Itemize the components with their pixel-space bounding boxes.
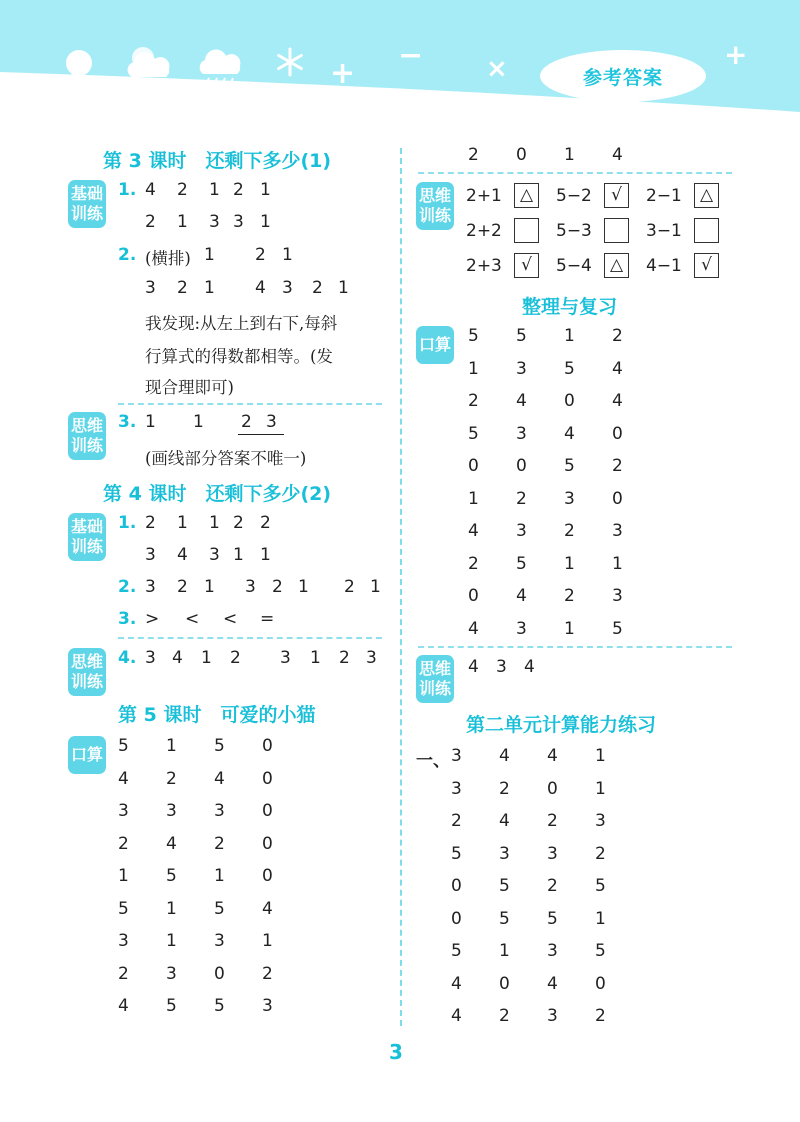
answer: < xyxy=(223,609,238,629)
grid-cell: 1 xyxy=(595,778,606,799)
grid-cell: 3 xyxy=(612,586,623,606)
answer-box xyxy=(514,218,539,243)
grid-cell: 3 xyxy=(516,358,527,379)
minus-symbol: − xyxy=(398,38,424,73)
answer: 4 xyxy=(468,657,479,677)
grid-cell: 5 xyxy=(118,736,129,756)
question-number: 4. xyxy=(118,648,137,668)
answer: 2 xyxy=(255,245,266,265)
oral-calculation-tag: 口算 xyxy=(416,326,454,364)
grid-cell: 3 xyxy=(547,843,558,864)
expression: 2+2 xyxy=(466,221,502,241)
grid-cell: 4 xyxy=(214,768,225,789)
page-number: 3 xyxy=(389,1040,403,1064)
section-4-title: 第 4 课时 还剩下多少(2) xyxy=(103,483,332,505)
basic-training-tag: 基础 训练 xyxy=(68,513,106,561)
question-number: 2. xyxy=(118,245,137,265)
grid-cell: 1 xyxy=(262,931,273,951)
grid-cell: 0 xyxy=(564,391,575,411)
thinking-training-tag: 思维 训练 xyxy=(68,412,106,460)
thinking-training-tag: 思维 训练 xyxy=(416,655,454,703)
expression: 2+1 xyxy=(466,186,502,206)
answer: 2 xyxy=(177,278,188,298)
grid-cell: 5 xyxy=(564,358,575,379)
question-number: 2. xyxy=(118,577,137,597)
grid-cell: 3 xyxy=(262,996,273,1016)
grid-cell: 5 xyxy=(214,736,225,756)
sun-icon xyxy=(64,48,94,78)
unit-2-title: 第二单元计算能力练习 xyxy=(466,714,657,736)
answer: 1 xyxy=(201,648,212,668)
answer-underlined: 3 xyxy=(266,412,277,432)
expression: 2−1 xyxy=(646,186,682,206)
answer: 3 xyxy=(209,212,220,232)
answer: 2 xyxy=(339,648,350,668)
grid-cell: 4 xyxy=(468,618,479,639)
grid-cell: 5 xyxy=(166,866,177,886)
grid-cell: 4 xyxy=(516,586,527,606)
note: (画线部分答案不唯一) xyxy=(145,449,307,468)
answer: 2 xyxy=(145,212,156,232)
answer-underline xyxy=(238,434,284,435)
grid-cell: 4 xyxy=(499,746,510,766)
answer: 3 xyxy=(145,278,156,298)
grid-cell: 5 xyxy=(499,908,510,929)
answer: 1 xyxy=(204,278,215,298)
grid-cell: 5 xyxy=(214,898,225,919)
column-divider xyxy=(400,148,402,1026)
grid-cell: 4 xyxy=(468,521,479,541)
grid-cell: 0 xyxy=(262,866,273,886)
answer: 1 xyxy=(260,545,271,565)
times-symbol: × xyxy=(486,54,508,84)
grid-cell: 2 xyxy=(595,1006,606,1026)
grid-cell: 2 xyxy=(547,876,558,896)
answer-box xyxy=(694,218,719,243)
grid-cell: 2 xyxy=(547,811,558,831)
expression: 5−4 xyxy=(556,256,592,276)
grid-cell: 3 xyxy=(499,843,510,864)
explanation-line: 现合理即可) xyxy=(145,378,234,397)
answer-box: √ xyxy=(694,253,719,278)
grid-cell: 0 xyxy=(451,908,462,929)
answer: 1 xyxy=(370,577,381,597)
grid-cell: 1 xyxy=(564,553,575,574)
grid-cell: 3 xyxy=(547,1006,558,1026)
grid-cell: 4 xyxy=(547,973,558,994)
part-one-marker: 一、 xyxy=(416,751,450,771)
grid-cell: 4 xyxy=(166,833,177,854)
grid-cell: 3 xyxy=(516,423,527,444)
grid-cell: 0 xyxy=(468,456,479,476)
grid-cell: 2 xyxy=(468,391,479,411)
answer: 1 xyxy=(564,145,575,165)
answer-badge: 参考答案 xyxy=(540,50,706,102)
expression: 5−2 xyxy=(556,186,592,206)
grid-cell: 3 xyxy=(564,488,575,509)
answer: 1 xyxy=(209,513,220,533)
grid-cell: 5 xyxy=(214,996,225,1016)
dashed-separator xyxy=(118,637,382,639)
grid-cell: 4 xyxy=(499,811,510,831)
answer: 4 xyxy=(172,648,183,668)
grid-cell: 5 xyxy=(564,456,575,476)
answer: 4 xyxy=(177,545,188,565)
answer: 1 xyxy=(177,212,188,232)
grid-cell: 4 xyxy=(547,746,558,766)
grid-cell: 4 xyxy=(451,973,462,994)
answer: 1 xyxy=(310,648,321,668)
grid-cell: 0 xyxy=(612,423,623,444)
grid-cell: 0 xyxy=(262,736,273,756)
grid-cell: 0 xyxy=(262,768,273,789)
grid-cell: 3 xyxy=(214,801,225,821)
grid-cell: 1 xyxy=(166,931,177,951)
grid-cell: 4 xyxy=(564,423,575,444)
expression: 4−1 xyxy=(646,256,682,276)
plus-symbol: + xyxy=(330,56,356,91)
grid-cell: 0 xyxy=(262,833,273,854)
grid-cell: 0 xyxy=(547,778,558,799)
answer: 2 xyxy=(177,180,188,200)
answer: 3 xyxy=(496,657,507,677)
answer: 1 xyxy=(260,180,271,200)
grid-cell: 5 xyxy=(547,908,558,929)
answer: 3 xyxy=(282,278,293,298)
grid-cell: 1 xyxy=(468,488,479,509)
question-number: 1. xyxy=(118,180,137,200)
answer: 3 xyxy=(366,648,377,668)
answer: 2 xyxy=(272,577,283,597)
grid-cell: 5 xyxy=(595,941,606,961)
grid-cell: 0 xyxy=(262,801,273,821)
grid-cell: 2 xyxy=(595,843,606,864)
grid-cell: 1 xyxy=(118,866,129,886)
answer: 2 xyxy=(344,577,355,597)
answer-box: △ xyxy=(604,253,629,278)
answer: 3 xyxy=(245,577,256,597)
grid-cell: 5 xyxy=(516,326,527,346)
thinking-training-tag: 思维 训练 xyxy=(68,648,106,696)
grid-cell: 1 xyxy=(564,326,575,346)
grid-cell: 3 xyxy=(612,521,623,541)
grid-cell: 3 xyxy=(166,963,177,984)
grid-cell: 5 xyxy=(451,941,462,961)
answer: 2 xyxy=(312,278,323,298)
grid-cell: 4 xyxy=(516,391,527,411)
grid-cell: 2 xyxy=(214,833,225,854)
plus-symbol-right: + xyxy=(724,38,748,71)
grid-cell: 5 xyxy=(118,898,129,919)
grid-cell: 0 xyxy=(612,488,623,509)
grid-cell: 1 xyxy=(468,358,479,379)
grid-cell: 4 xyxy=(612,391,623,411)
grid-cell: 2 xyxy=(516,488,527,509)
answer: 4 xyxy=(524,657,535,677)
dashed-separator xyxy=(418,172,732,174)
answer-box xyxy=(604,218,629,243)
answer: 2 xyxy=(233,180,244,200)
question-number: 1. xyxy=(118,513,137,533)
sun-cloud-icon xyxy=(126,44,174,80)
grid-cell: 1 xyxy=(595,746,606,766)
answer: 1 xyxy=(177,513,188,533)
grid-cell: 0 xyxy=(214,963,225,984)
answer: < xyxy=(185,609,200,629)
answer: 3 xyxy=(145,577,156,597)
answer: 3 xyxy=(145,545,156,565)
grid-cell: 0 xyxy=(595,973,606,994)
answer: 1 xyxy=(338,278,349,298)
grid-cell: 2 xyxy=(612,326,623,346)
grid-cell: 5 xyxy=(468,423,479,444)
answer: 1 xyxy=(298,577,309,597)
grid-cell: 5 xyxy=(499,876,510,896)
answer: 1 xyxy=(209,180,220,200)
grid-cell: 3 xyxy=(118,801,129,821)
expression: 5−3 xyxy=(556,221,592,241)
answer: 2 xyxy=(230,648,241,668)
rain-cloud-icon xyxy=(197,48,245,86)
grid-cell: 3 xyxy=(214,931,225,951)
grid-cell: 2 xyxy=(118,963,129,984)
grid-cell: 1 xyxy=(166,898,177,919)
grid-cell: 1 xyxy=(612,553,623,574)
grid-cell: 3 xyxy=(595,811,606,831)
grid-cell: 0 xyxy=(516,456,527,476)
grid-cell: 0 xyxy=(499,973,510,994)
grid-cell: 5 xyxy=(612,618,623,639)
grid-cell: 5 xyxy=(595,876,606,896)
explanation-line: 我发现:从左上到右下,每斜 xyxy=(145,314,338,333)
answer: 1 xyxy=(145,412,156,432)
grid-cell: 4 xyxy=(262,898,273,919)
oral-calculation-tag: 口算 xyxy=(68,736,106,774)
grid-cell: 5 xyxy=(451,843,462,864)
grid-cell: 2 xyxy=(451,811,462,831)
grid-cell: 1 xyxy=(214,866,225,886)
dashed-separator xyxy=(418,646,732,648)
expression: 3−1 xyxy=(646,221,682,241)
grid-cell: 5 xyxy=(468,326,479,346)
answer: 2 xyxy=(233,513,244,533)
grid-cell: 4 xyxy=(451,1006,462,1026)
expression: 2+3 xyxy=(466,256,502,276)
grid-cell: 2 xyxy=(468,553,479,574)
answer: 1 xyxy=(193,412,204,432)
answer-box: √ xyxy=(514,253,539,278)
answer: > xyxy=(145,609,160,629)
answer: 3 xyxy=(233,212,244,232)
grid-cell: 3 xyxy=(516,521,527,541)
answer-box: √ xyxy=(604,183,629,208)
question-number: 3. xyxy=(118,412,137,432)
section-5-title: 第 5 课时 可爱的小猫 xyxy=(118,704,316,726)
grid-cell: 3 xyxy=(118,931,129,951)
answer: 3 xyxy=(280,648,291,668)
grid-cell: 3 xyxy=(166,801,177,821)
grid-cell: 2 xyxy=(564,586,575,606)
grid-cell: 2 xyxy=(612,456,623,476)
grid-cell: 3 xyxy=(516,618,527,639)
answer: 1 xyxy=(260,212,271,232)
question-number: 3. xyxy=(118,609,137,629)
answer: = xyxy=(260,609,275,629)
answer-box: △ xyxy=(694,183,719,208)
answer-underlined: 2 xyxy=(241,412,252,432)
grid-cell: 2 xyxy=(499,778,510,799)
grid-cell: 1 xyxy=(499,941,510,961)
answer: 2 xyxy=(260,513,271,533)
answer: 3 xyxy=(145,648,156,668)
grid-cell: 2 xyxy=(499,1006,510,1026)
grid-cell: 1 xyxy=(166,736,177,756)
answer: 2 xyxy=(145,513,156,533)
answer-prefix: (横排) xyxy=(145,249,191,268)
grid-cell: 2 xyxy=(564,521,575,541)
thinking-training-tag: 思维 训练 xyxy=(416,182,454,230)
grid-cell: 3 xyxy=(547,941,558,961)
dashed-separator xyxy=(118,403,382,405)
grid-cell: 2 xyxy=(118,833,129,854)
answer: 3 xyxy=(209,545,220,565)
answer: 2 xyxy=(468,145,479,165)
snowflake-icon xyxy=(274,46,306,78)
answer: 4 xyxy=(612,145,623,165)
answer: 2 xyxy=(177,577,188,597)
answer: 1 xyxy=(204,577,215,597)
answer: 1 xyxy=(233,545,244,565)
grid-cell: 4 xyxy=(118,996,129,1016)
grid-cell: 3 xyxy=(451,746,462,766)
grid-cell: 2 xyxy=(166,768,177,789)
answer: 4 xyxy=(145,180,156,200)
answer: 4 xyxy=(255,278,266,298)
grid-cell: 5 xyxy=(516,553,527,574)
answer: 1 xyxy=(282,245,293,265)
answer: 0 xyxy=(516,145,527,165)
section-3-title: 第 3 课时 还剩下多少(1) xyxy=(103,150,332,172)
answer-box: △ xyxy=(514,183,539,208)
grid-cell: 1 xyxy=(595,908,606,929)
grid-cell: 3 xyxy=(451,778,462,799)
review-title: 整理与复习 xyxy=(522,296,618,318)
grid-cell: 1 xyxy=(564,618,575,639)
answer: 1 xyxy=(204,245,215,265)
grid-cell: 5 xyxy=(166,996,177,1016)
grid-cell: 2 xyxy=(262,963,273,984)
grid-cell: 4 xyxy=(118,768,129,789)
grid-cell: 0 xyxy=(468,586,479,606)
grid-cell: 4 xyxy=(612,358,623,379)
basic-training-tag: 基础 训练 xyxy=(68,180,106,228)
explanation-line: 行算式的得数都相等。(发 xyxy=(145,347,333,366)
grid-cell: 0 xyxy=(451,876,462,896)
